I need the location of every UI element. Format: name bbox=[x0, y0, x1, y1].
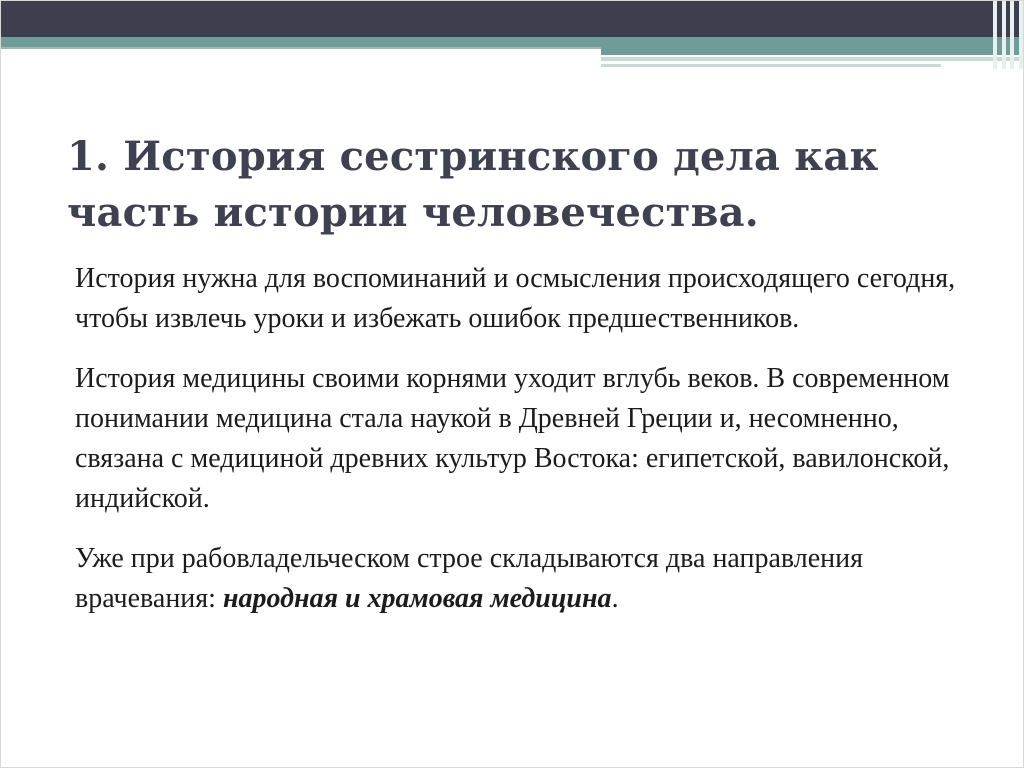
paragraph-2: История медицины своими корнями уходит вглубь веков. В современном понимании медицина стала наукой в Древней Греции и, несомненно, связана с медициной древних культур Востока: египетской, вавилонской, индийской. bbox=[75, 363, 950, 514]
stripe bbox=[1002, 1, 1006, 69]
paragraph-3-end: . bbox=[611, 583, 619, 614]
header-band-teal-right bbox=[601, 47, 1024, 55]
paragraph-3-emphasis: народная и храмовая медицина bbox=[222, 583, 612, 614]
paragraph-3 bbox=[75, 539, 975, 619]
paragraph-3-text: Уже при рабовладельческом строе складываются два направления врачевания: bbox=[75, 543, 864, 614]
slide-title: 1. История сестринского дела как часть истории человечества. bbox=[67, 133, 879, 236]
slide-body bbox=[75, 259, 975, 639]
stripe bbox=[993, 1, 997, 69]
stripe bbox=[1010, 1, 1014, 69]
header-band-dark bbox=[1, 1, 1024, 37]
header-band-teal bbox=[1, 37, 1024, 47]
header-band-shadow bbox=[1, 47, 601, 49]
stripe bbox=[1019, 1, 1023, 69]
header-stripes bbox=[993, 1, 1023, 69]
header-band-light bbox=[601, 57, 1024, 61]
header-band-thin bbox=[601, 64, 941, 67]
paragraph-1: История нужна для воспоминаний и осмысления происходящего сегодня, чтобы извлечь уроки и избежать ошибок предшественников. bbox=[75, 263, 956, 334]
